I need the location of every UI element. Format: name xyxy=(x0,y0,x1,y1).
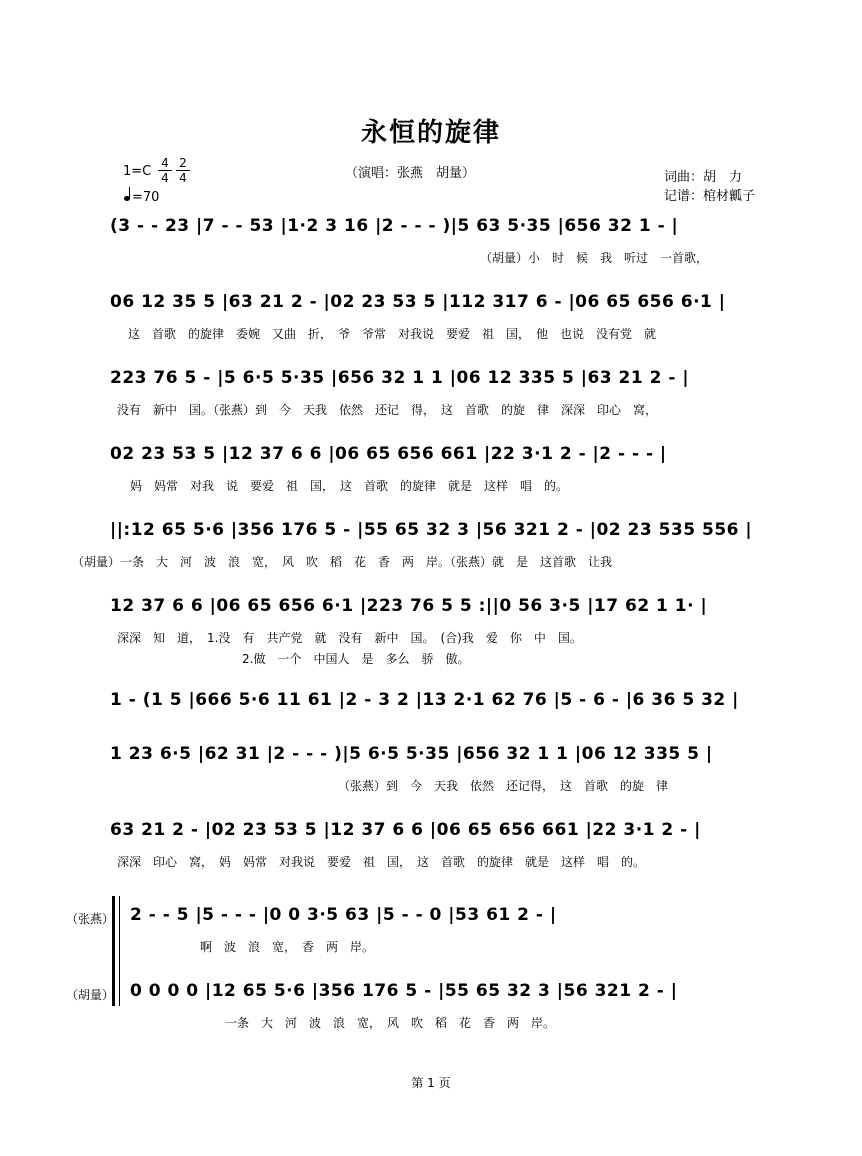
notation-credit: 记谱：棺材瓤子 xyxy=(664,189,756,204)
lyric-line-5: （胡量）一条 大 河 波 浪 宽， 风 吹 稻 花 香 两 岸。（张燕）就 是 这首歌 让我 xyxy=(72,555,613,569)
score-barline xyxy=(119,896,120,1006)
notation-voice-1: 2 - - 5 |5 - - - |0 0 3·5 63 |5 - - 0 |53 61 2 - | xyxy=(130,905,557,925)
notation-line-5: ||:12 65 5·6 |356 176 5 - |55 65 32 3 |56 321 2 - |02 23 535 556 | xyxy=(110,520,753,540)
notation-line-7: 1 - (1 5 |666 5·6 11 61 |2 - 3 2 |13 2·1 62 76 |5 - 6 - |6 36 5 32 | xyxy=(110,690,739,710)
time-signature-4-4: 4 4 xyxy=(158,156,172,185)
lyric-line-2: 这 首歌 的旋律 委婉 又曲 折， 爷 爷常 对我说 要爱 祖 国， 他 也说 没有党 就 xyxy=(128,327,657,341)
time-signature-2-4: 2 4 xyxy=(176,156,190,185)
lyric-line-1: （胡量）小 时 候 我 听过 一首歌， xyxy=(480,251,709,265)
lyric-line-6a: 深深 知 道， 1.没 有 共产党 就 没有 新中 国。 (合)我 爱 你 中 国。 xyxy=(117,631,582,645)
lyric-line-3: 没有 新中 国。（张燕）到 今 天我 依然 还记 得， 这 首歌 的旋 律 深深 印心 窝， xyxy=(117,403,658,417)
lyric-line-9: 深深 印心 窝， 妈 妈常 对我说 要爱 祖 国， 这 首歌 的旋律 就是 这样 唱 的。 xyxy=(117,855,646,869)
lyric-line-4: 妈 妈常 对我 说 要爱 祖 国， 这 首歌 的旋律 就是 这样 唱 的。 xyxy=(130,479,569,493)
lyricist-composer: 词曲：胡 力 xyxy=(664,170,743,185)
notation-line-2: 06 12 35 5 |63 21 2 - |02 23 53 5 |112 317 6 - |06 65 656 6·1 | xyxy=(110,292,726,312)
notation-voice-2: 0 0 0 0 |12 65 5·6 |356 176 5 - |55 65 32 3 |56 321 2 - | xyxy=(130,981,678,1001)
voice-label-huliang: （胡量） xyxy=(66,988,115,1002)
voice-label-zhangyan: （张燕） xyxy=(66,912,115,926)
notation-line-9: 63 21 2 - |02 23 53 5 |12 37 6 6 |06 65 656 661 |22 3·1 2 - | xyxy=(110,820,701,840)
singers-credit: （演唱：张燕 胡量） xyxy=(345,166,476,181)
lyric-voice-2: 一条 大 河 波 浪 宽， 风 吹 稻 花 香 两 岸。 xyxy=(225,1016,556,1030)
lyric-line-6b: 2.做 一个 中国人 是 多么 骄 傲。 xyxy=(242,652,470,666)
notation-line-3: 223 76 5 - |5 6·5 5·35 |656 32 1 1 |06 12 335 5 |63 21 2 - | xyxy=(110,368,690,388)
notation-line-4: 02 23 53 5 |12 37 6 6 |06 65 656 661 |22 3·1 2 - |2 - - - | xyxy=(110,444,667,464)
tempo-marking: =70 xyxy=(124,190,159,205)
lyric-line-8: （张燕）到 今 天我 依然 还记得， 这 首歌 的旋 律 xyxy=(338,779,669,793)
notation-line-6: 12 37 6 6 |06 65 656 6·1 |223 76 5 5 :||0 56 3·5 |17 62 1 1· | xyxy=(110,596,708,616)
key-signature: 1=C xyxy=(123,164,152,179)
quarter-note-icon xyxy=(124,196,130,201)
page-number: 第 1 页 xyxy=(411,1076,451,1090)
song-title: 永恒的旋律 xyxy=(360,118,501,148)
notation-line-8: 1 23 6·5 |62 31 |2 - - - )|5 6·5 5·35 |656 32 1 1 |06 12 335 5 | xyxy=(110,744,713,764)
notation-line-1: (3 - - 23 |7 - - 53 |1·2 3 16 |2 - - - )|5 63 5·35 |656 32 1 - | xyxy=(110,216,679,236)
lyric-voice-1: 啊 波 浪 宽， 香 两 岸。 xyxy=(200,940,375,954)
